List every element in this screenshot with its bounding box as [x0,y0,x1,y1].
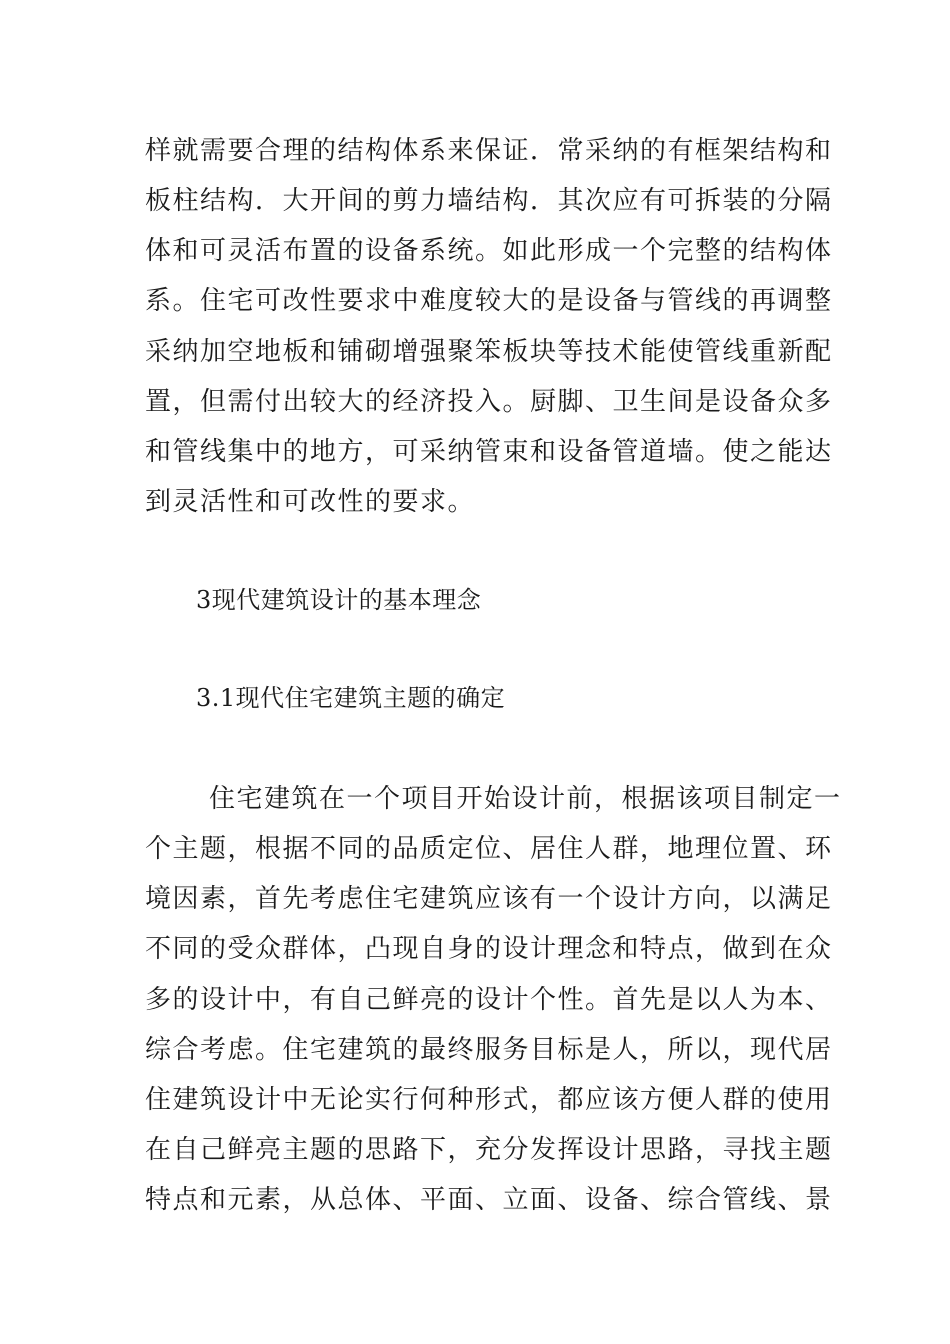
paragraph-line: 不同的受众群体，凸现自身的设计理念和特点，做到在众 [145,934,833,964]
paragraph-line: 在自己鲜亮主题的思路下，充分发挥设计思路，寻找主题 [145,1135,833,1165]
paragraph-line: 到灵活性和可改性的要求。 [145,487,476,517]
paragraph-line: 样就需要合理的结构体系来保证．常采纳的有框架结构和 [145,136,833,166]
paragraph-line: 体和可灵活布置的设备系统。如此形成一个完整的结构体 [145,236,833,266]
paragraph-line: 板柱结构．大开间的剪力墙结构．其次应有可拆装的分隔 [145,186,833,216]
paragraph-line: 个主题，根据不同的品质定位、居住人群，地理位置、环 [145,834,833,864]
paragraph-line: 住建筑设计中无论实行何种形式，都应该方便人群的使用 [145,1085,833,1115]
paragraph-line: 住宅建筑在一个项目开始设计前，根据该项目制定一 [209,784,842,814]
paragraph-line: 采纳加空地板和铺砌增强聚笨板块等技术能使管线重新配 [145,337,833,367]
paragraph-line: 特点和元素，从总体、平面、立面、设备、综合管线、景 [145,1185,833,1215]
paragraph-line: 多的设计中，有自己鲜亮的设计个性。首先是以人为本、 [145,985,833,1015]
paragraph-line: 综合考虑。住宅建筑的最终服务目标是人，所以，现代居 [145,1035,833,1065]
subsection-heading: 3.1现代住宅建筑主题的确定 [196,684,506,712]
paragraph-line: 系。住宅可改性要求中难度较大的是设备与管线的再调整 [145,286,833,316]
paragraph-line: 境因素，首先考虑住宅建筑应该有一个设计方向，以满足 [145,884,833,914]
section-heading: 3现代建筑设计的基本理念 [196,586,482,614]
paragraph-line: 和管线集中的地方，可采纳管束和设备管道墙。使之能达 [145,437,833,467]
paragraph-line: 置，但需付出较大的经济投入。厨脚、卫生间是设备众多 [145,387,833,417]
